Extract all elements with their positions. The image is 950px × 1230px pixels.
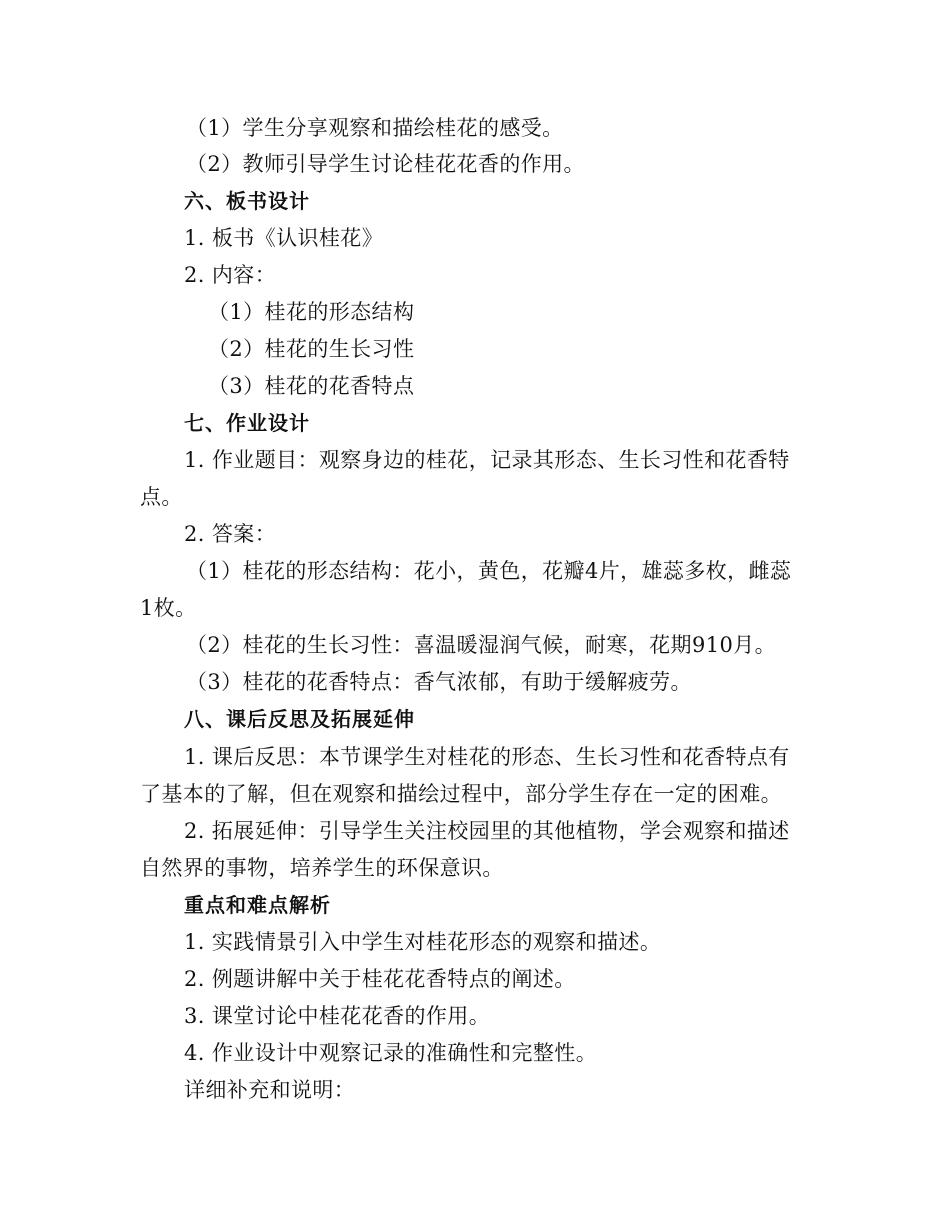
paragraph-line: 2. 例题讲解中关于桂花花香特点的阐述。 [184, 967, 576, 991]
paragraph-line: 详细补充和说明： [184, 1078, 356, 1102]
section-heading: 八、课后反思及拓展延伸 [184, 707, 415, 731]
section-heading: 七、作业设计 [184, 411, 310, 435]
paragraph-line: （1）学生分享观察和描绘桂花的感受。 [186, 116, 564, 140]
paragraph-line: 2. 答案： [184, 522, 277, 546]
paragraph-line: 1. 课后反思：本节课学生对桂花的形态、生长习性和花香特点有 [184, 745, 790, 769]
paragraph-line: 1. 实践情景引入中学生对桂花形态的观察和描述。 [184, 930, 662, 954]
paragraph-line: （1）桂花的形态结构：花小，黄色，花瓣4片，雄蕊多枚，雌蕊 [186, 559, 792, 583]
paragraph-line: 4. 作业设计中观察记录的准确性和完整性。 [184, 1041, 598, 1065]
paragraph-line: 1. 板书《认识桂花》 [184, 226, 384, 250]
paragraph-line: 2. 拓展延伸：引导学生关注校园里的其他植物，学会观察和描述 [184, 819, 790, 843]
paragraph-line: 1. 作业题目：观察身边的桂花，记录其形态、生长习性和花香特 [184, 448, 790, 472]
paragraph-line: 自然界的事物，培养学生的环保意识。 [140, 856, 504, 880]
section-heading: 重点和难点解析 [184, 893, 331, 917]
paragraph-line: （2）桂花的生长习性：喜温暖湿润气候，耐寒，花期910月。 [186, 633, 777, 657]
paragraph-line: 3. 课堂讨论中桂花花香的作用。 [184, 1004, 491, 1028]
list-item: （2）桂花的生长习性 [208, 337, 415, 361]
list-item: （1）桂花的形态结构 [208, 300, 415, 324]
paragraph-line: 点。 [140, 485, 183, 509]
paragraph-line: （3）桂花的花香特点：香气浓郁，有助于缓解疲劳。 [186, 670, 692, 694]
paragraph-line: 1枚。 [140, 596, 197, 620]
paragraph-line: 2. 内容： [184, 263, 277, 287]
list-item: （3）桂花的花香特点 [208, 374, 415, 398]
paragraph-line: 了基本的了解，但在观察和描绘过程中，部分学生存在一定的困难。 [140, 782, 782, 806]
paragraph-line: （2）教师引导学生讨论桂花花香的作用。 [186, 152, 585, 176]
section-heading: 六、板书设计 [184, 189, 310, 213]
